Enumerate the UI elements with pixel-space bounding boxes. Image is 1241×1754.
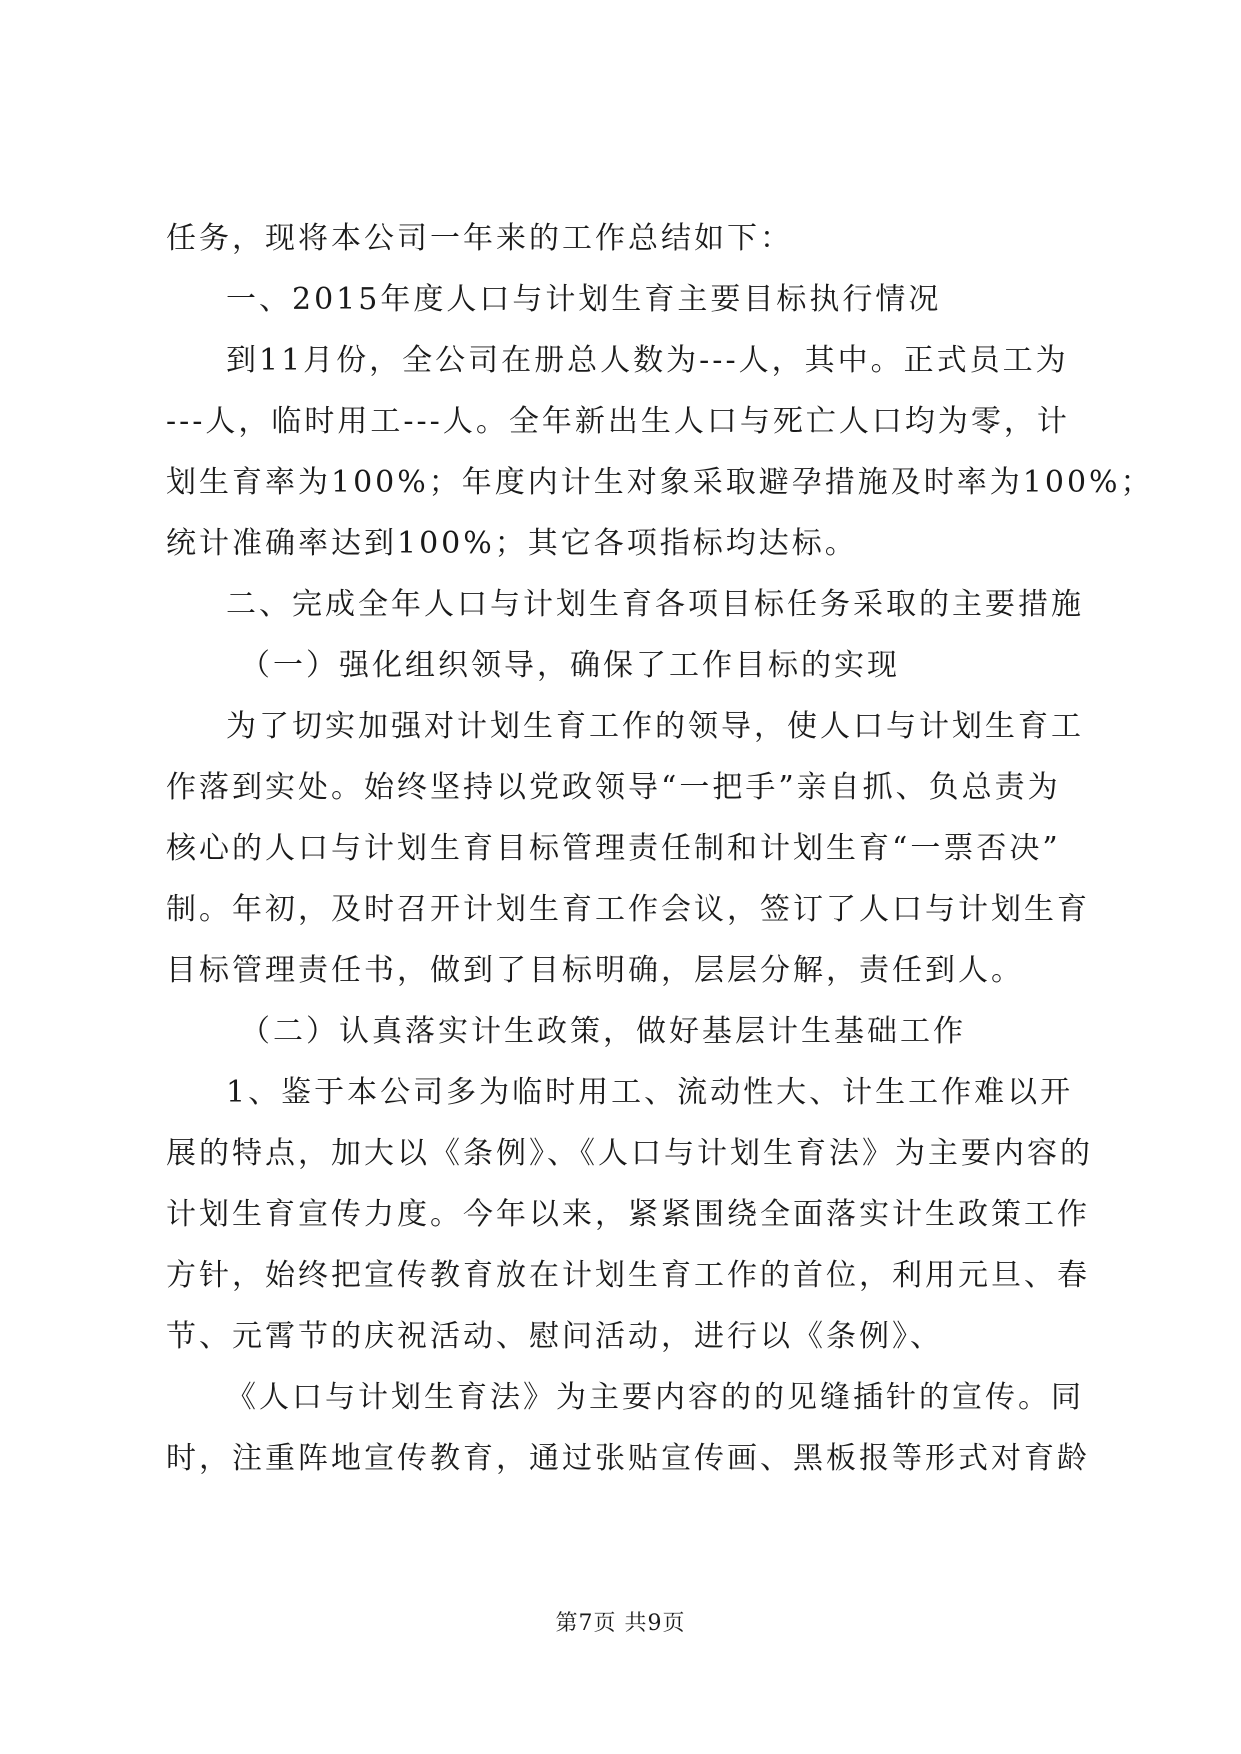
text-line: 1、鉴于本公司多为临时用工、流动性大、计生工作难以开	[226, 1075, 1074, 1110]
text-line: 时，注重阵地宣传教育，通过张贴宣传画、黑板报等形式对育龄	[166, 1441, 1090, 1476]
text-line: 划生育率为100%；年度内计生对象采取避孕措施及时率为100%；	[166, 465, 1154, 500]
text-line: 统计准确率达到100%；其它各项指标均达标。	[166, 526, 858, 561]
text-line: 核心的人口与计划生育目标管理责任制和计划生育“一票否决”	[166, 831, 1061, 866]
text-line: 到11月份，全公司在册总人数为---人，其中。正式员工为	[226, 343, 1069, 378]
text-line: ---人，临时用工---人。全年新出生人口与死亡人口均为零，计	[166, 404, 1070, 439]
text-line: 计划生育宣传力度。今年以来，紧紧围绕全面落实计生政策工作	[166, 1197, 1090, 1232]
text-line: 作落到实处。始终坚持以党政领导“一把手”亲自抓、负总责为	[166, 770, 1061, 805]
text-line: 节、元霄节的庆祝活动、慰问活动，进行以《条例》、	[166, 1319, 943, 1354]
text-line: 制。年初，及时召开计划生育工作会议，签订了人口与计划生育	[166, 892, 1090, 927]
text-line: 《人口与计划生育法》为主要内容的的见缝插针的宣传。同	[226, 1380, 1084, 1415]
section-heading: 二、完成全年人口与计划生育各项目标任务采取的主要措施	[226, 587, 1084, 622]
page-footer: 第7页 共9页	[555, 1611, 686, 1636]
text-line: 展的特点，加大以《条例》、《人口与计划生育法》为主要内容的	[166, 1136, 1093, 1171]
document-body	[166, 208, 1154, 1489]
section-heading: 一、2015年度人口与计划生育主要目标执行情况	[226, 282, 942, 317]
text-line: 目标管理责任书，做到了目标明确，层层分解，责任到人。	[166, 953, 1024, 988]
text-line: 方针，始终把宣传教育放在计划生育工作的首位，利用元旦、春	[166, 1258, 1090, 1293]
text-line: 任务，现将本公司一年来的工作总结如下：	[166, 221, 793, 256]
subsection-heading: （一）强化组织领导，确保了工作目标的实现	[240, 648, 900, 683]
subsection-heading: （二）认真落实计生政策，做好基层计生基础工作	[240, 1014, 966, 1049]
text-line: 为了切实加强对计划生育工作的领导，使人口与计划生育工	[226, 709, 1084, 744]
